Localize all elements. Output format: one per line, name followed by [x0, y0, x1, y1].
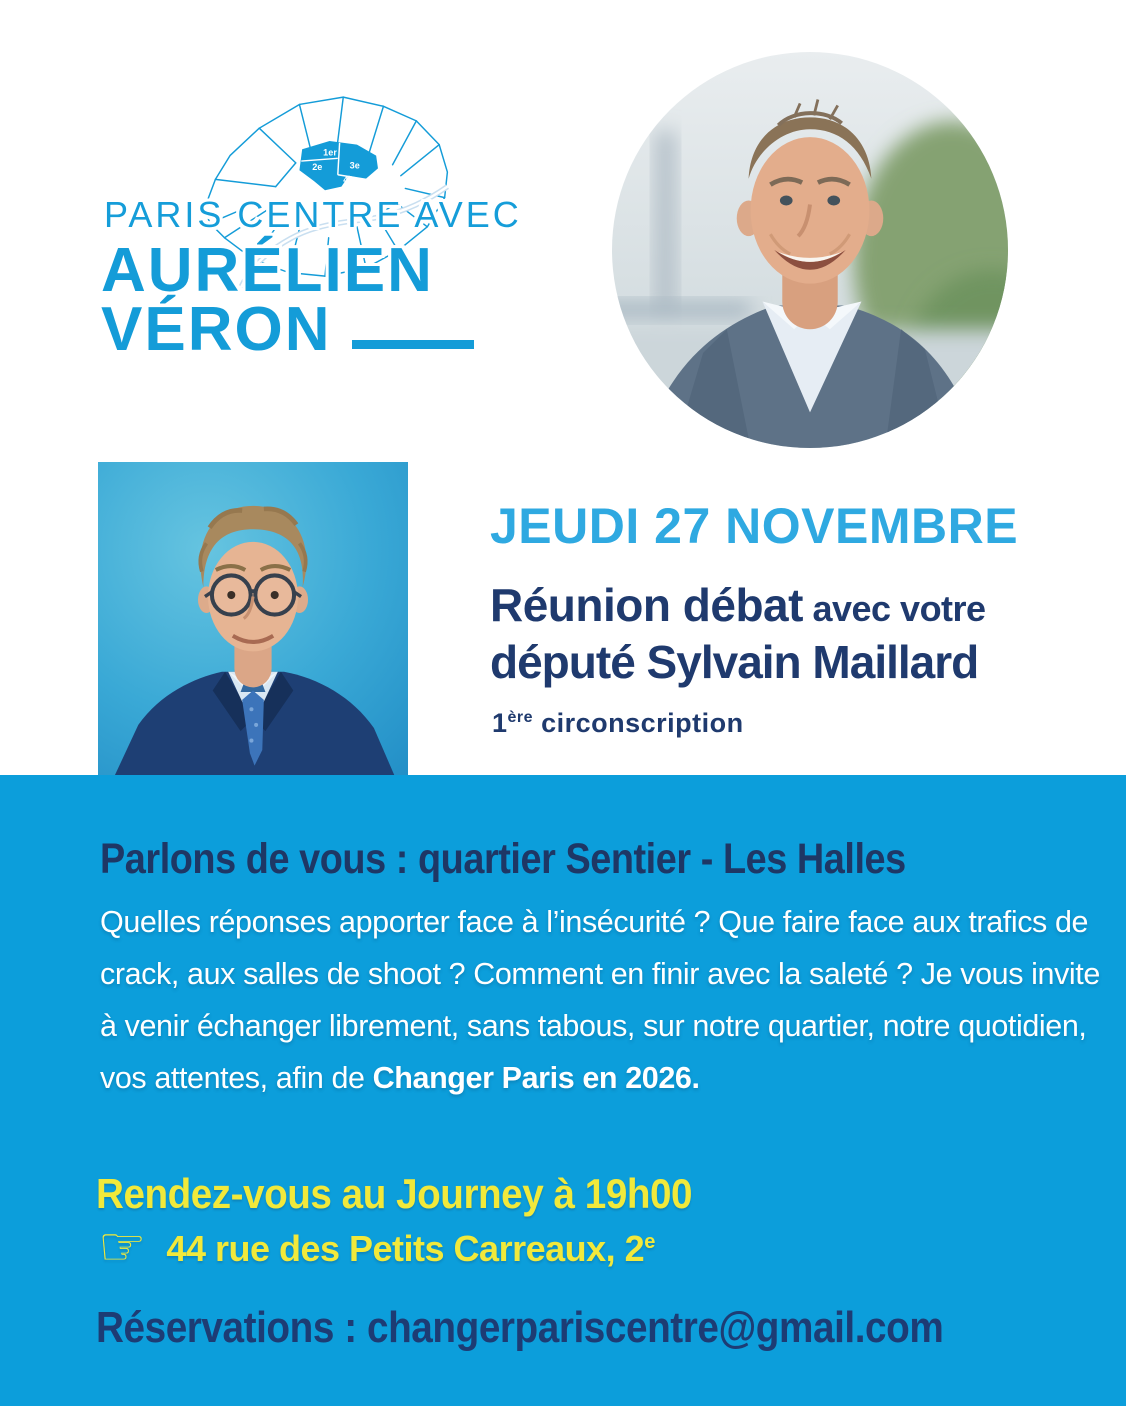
portrait-square-photo	[98, 462, 408, 775]
logo-name-line2: VÉRON	[101, 295, 332, 364]
circo-text: circonscription	[533, 708, 744, 738]
logo-tagline: PARIS CENTRE AVEC	[104, 194, 522, 235]
event-title-line1	[490, 579, 986, 631]
district-label-2: 2e	[312, 162, 323, 173]
address-sup: e	[644, 1231, 655, 1253]
section-paragraph	[100, 896, 1100, 1104]
blue-band-section	[0, 775, 1126, 1406]
event-subtitle	[492, 710, 744, 737]
paragraph-regular: Quelles réponses apporter face à l’insécurité ? Que faire face aux trafics de crack, aux salles de shoot ? Comment en finir avec la saleté ? Je vous invite à venir échanger librement, sans tabous, sur notre quartier, notre quotidien, vos attentes, afin de	[100, 905, 1100, 1095]
event-title-suffix: avec votre	[802, 588, 986, 629]
district-label-4: 4e	[343, 174, 354, 185]
event-title-line2: député Sylvain Maillard	[490, 636, 979, 688]
logo-name-line1: AURÉLIEN	[101, 236, 434, 305]
circo-number: 1	[492, 708, 508, 738]
section-heading: Parlons de vous : quartier Sentier - Les Halles	[100, 835, 906, 883]
event-title-main: Réunion débat	[490, 579, 803, 631]
portrait-circle-photo	[612, 52, 1008, 448]
paragraph-bold: Changer Paris en 2026.	[372, 1061, 700, 1095]
address-main: 44 rue des Petits Carreaux, 2	[166, 1228, 645, 1269]
logo-underline	[352, 340, 474, 349]
district-label-1: 1er	[323, 147, 337, 158]
address-line	[98, 1215, 655, 1278]
district-label-3: 3e	[349, 160, 360, 171]
pointing-hand-icon: ☞	[98, 1215, 147, 1278]
circo-ordinal: ère	[507, 709, 534, 726]
address-text	[166, 1228, 655, 1269]
event-date: JEUDI 27 NOVEMBRE	[490, 498, 1019, 554]
meetup-line: Rendez-vous au Journey à 19h00	[96, 1170, 693, 1217]
reservations-line: Réservations : changerpariscentre@gmail.com	[96, 1303, 944, 1352]
